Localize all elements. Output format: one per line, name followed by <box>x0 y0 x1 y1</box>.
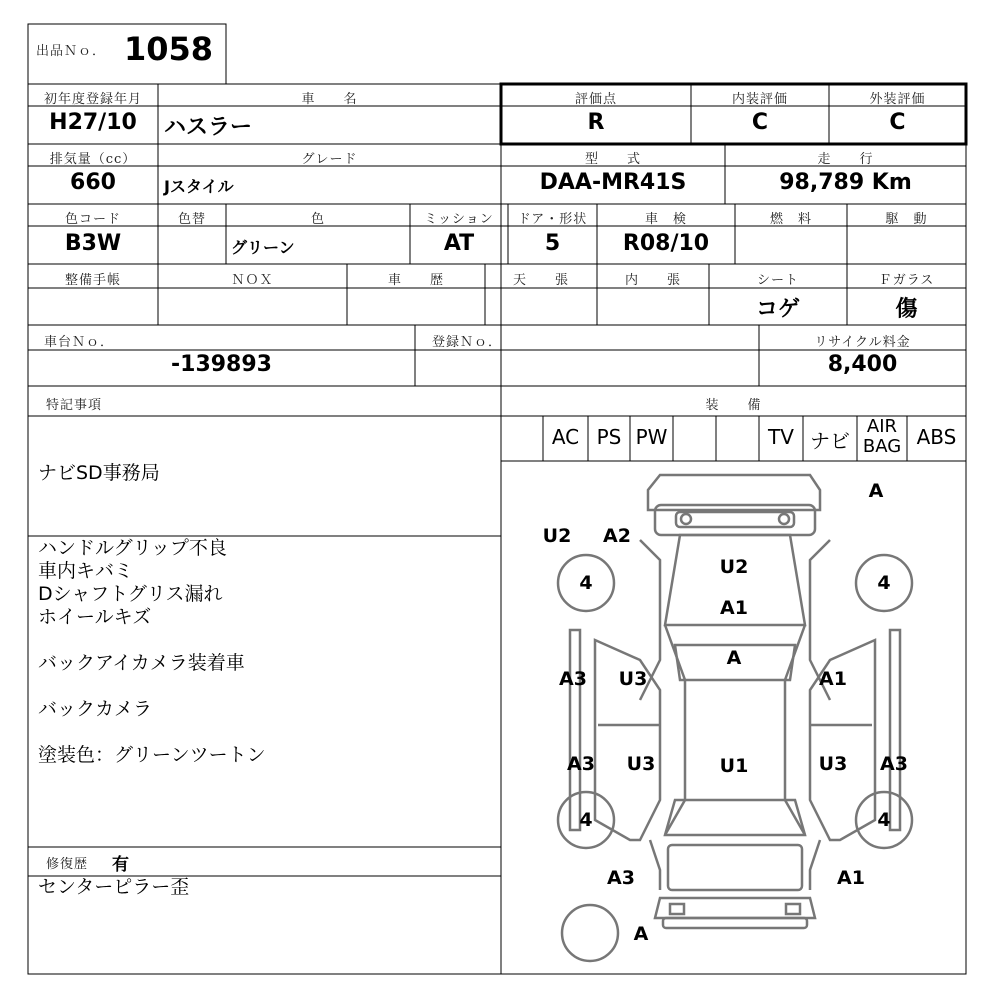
repaint-label: 色替 <box>177 212 206 227</box>
grade-label: グレード <box>301 152 358 167</box>
reg-value: H27/10 <box>49 110 137 135</box>
nox-label: ＮＯＸ <box>231 273 274 288</box>
inner-label: 内 張 <box>624 273 681 288</box>
notes-line-1: ハンドルグリップ不良 <box>38 537 227 559</box>
mark-u3-right: U3 <box>818 753 848 775</box>
name-value: ハスラー <box>164 115 253 140</box>
mileage-label: 走 行 <box>817 152 874 167</box>
chassis-label: 車台Ｎｏ． <box>44 335 115 350</box>
mark-tire-rr: 4 <box>877 809 891 831</box>
color-code-value: B3W <box>64 231 122 256</box>
inspection-label: 車 検 <box>644 212 687 227</box>
mark-a2-left: A2 <box>603 525 631 547</box>
recycle-label: リサイクル料金 <box>814 335 911 350</box>
repair-note: センターピラー歪 <box>38 876 190 898</box>
equip-ac: AC <box>551 425 580 449</box>
mark-front-a: A <box>868 480 884 502</box>
lot-label: 出品Ｎｏ． <box>36 44 107 59</box>
mission-value: AT <box>443 231 475 256</box>
maint-label: 整備手帳 <box>64 273 121 288</box>
mark-a3-rear: A3 <box>607 867 635 889</box>
seat-label: シート <box>756 273 799 288</box>
notes-line-10: 塗装色：グリーンツートン <box>38 744 266 766</box>
color-label: 色 <box>310 212 325 227</box>
chassis-value: -139893 <box>171 352 272 377</box>
mark-tire-rl: 4 <box>579 809 593 831</box>
mark-a1-rear: A1 <box>837 867 865 889</box>
cc-value: 660 <box>70 170 116 195</box>
drive-label: 駆 動 <box>885 212 928 227</box>
equip-pw: PW <box>635 425 668 449</box>
equip-navi: ナビ <box>810 429 850 453</box>
regno-label: 登録Ｎｏ． <box>432 335 503 350</box>
door-label: ドア・形状 <box>517 212 588 227</box>
roof-label: 天 張 <box>512 273 569 288</box>
notes-line-6: バックアイカメラ装着車 <box>38 652 245 674</box>
notes-top: ナビSD事務局 <box>38 462 160 484</box>
glass-value: 傷 <box>895 297 918 322</box>
cc-label: 排気量（cc） <box>49 152 137 167</box>
notes-line-8: バックカメラ <box>38 698 153 720</box>
notes-line-3: Dシャフトグリス漏れ <box>38 583 223 605</box>
color-value: グリーン <box>231 238 295 257</box>
exterior-label: 外装評価 <box>869 92 926 107</box>
score-value: R <box>587 110 605 135</box>
mark-a3-left2: A3 <box>567 753 595 775</box>
mark-u2-center: U2 <box>719 556 749 578</box>
model-value: DAA-MR41S <box>539 170 687 195</box>
mark-u3-left2: U3 <box>626 753 656 775</box>
recycle-value: 8,400 <box>827 352 898 377</box>
interior-value: C <box>751 110 769 135</box>
seat-value: コゲ <box>755 297 800 322</box>
mark-u3-left: U3 <box>618 668 648 690</box>
mark-a-bottom: A <box>633 923 649 945</box>
mark-u2-left: U2 <box>542 525 572 547</box>
equip-airbag: AIR BAG <box>862 416 902 457</box>
mark-tire-fl: 4 <box>579 572 593 594</box>
color-code-label: 色コード <box>64 212 121 227</box>
interior-label: 内装評価 <box>731 92 788 107</box>
score-label: 評価点 <box>574 92 617 107</box>
mark-a1-center: A1 <box>720 597 748 619</box>
notes-line-2: 車内キバミ <box>38 560 134 582</box>
fuel-label: 燃 料 <box>769 212 812 227</box>
equip-abs: ABS <box>916 425 957 449</box>
mileage-value: 98,789 Km <box>779 170 912 195</box>
mark-a3-right: A3 <box>880 753 908 775</box>
mark-a-roof: A <box>726 647 742 669</box>
mark-u1-center: U1 <box>719 755 749 777</box>
repair-value: 有 <box>112 855 129 875</box>
lot-number: 1058 <box>124 30 214 68</box>
equip-tv: TV <box>768 425 794 449</box>
door-value: 5 <box>544 231 561 256</box>
grade-value: Jスタイル <box>164 177 234 196</box>
notes-label: 特記事項 <box>46 398 103 413</box>
repair-label: 修復歴 <box>46 857 89 872</box>
mark-tire-fr: 4 <box>877 572 891 594</box>
inspection-value: R08/10 <box>622 231 710 256</box>
exterior-value: C <box>889 110 906 135</box>
equipment-label: 装 備 <box>705 398 762 413</box>
notes-line-4: ホイールキズ <box>38 606 152 628</box>
model-label: 型 式 <box>584 152 641 167</box>
history-label: 車 歴 <box>387 273 444 288</box>
mark-a1-right: A1 <box>819 668 847 690</box>
equip-ps: PS <box>596 425 622 449</box>
mission-label: ミッション <box>424 212 494 227</box>
glass-label: Ｆガラス <box>878 273 935 288</box>
reg-label: 初年度登録年月 <box>43 92 142 107</box>
name-label: 車 名 <box>301 92 358 107</box>
mark-a3-left: A3 <box>559 668 587 690</box>
